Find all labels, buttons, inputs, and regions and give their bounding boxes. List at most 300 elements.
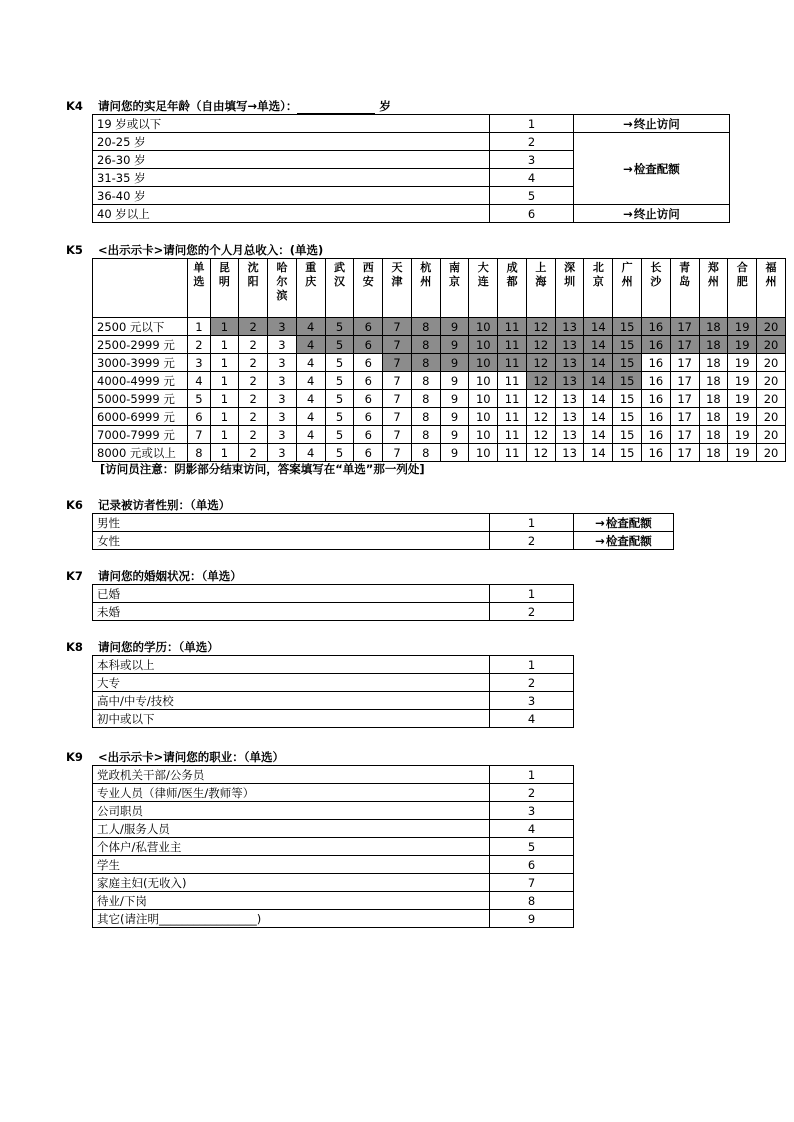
k5-city-code-shaded: 14 xyxy=(584,354,613,372)
k5-city-code: 7 xyxy=(383,426,412,444)
k5-city-code: 13 xyxy=(555,426,584,444)
k5-income-label: 2500-2999 元 xyxy=(93,336,188,354)
table-row[interactable] xyxy=(93,766,574,784)
k5-city-code: 12 xyxy=(526,444,555,462)
k5-city-code-shaded: 15 xyxy=(613,372,642,390)
k4-question: 请问您的实足年龄（自由填写→单选）： xyxy=(98,99,298,113)
k5-city-code: 14 xyxy=(584,426,613,444)
k5-city-header: 青岛 xyxy=(670,259,699,318)
table-row[interactable] xyxy=(93,856,574,874)
k5-city-code: 13 xyxy=(555,444,584,462)
option-code: 5 xyxy=(490,838,574,856)
k5-city-code: 5 xyxy=(325,426,354,444)
k5-city-code-shaded: 17 xyxy=(670,336,699,354)
k5-city-code-shaded: 9 xyxy=(440,318,469,336)
option-code: 5 xyxy=(490,187,574,205)
k5-city-code: 6 xyxy=(354,354,383,372)
k6-check-quota-note: →检查配额 xyxy=(574,514,674,532)
k5-city-header: 合肥 xyxy=(728,259,757,318)
k5-city-header: 福州 xyxy=(757,259,786,318)
k5-city-code: 19 xyxy=(728,426,757,444)
k5-city-code: 19 xyxy=(728,444,757,462)
k5-city-code-shaded: 15 xyxy=(613,318,642,336)
k5-city-code: 16 xyxy=(642,390,671,408)
k5-heading xyxy=(66,242,323,258)
table-row[interactable] xyxy=(93,784,574,802)
option-label: 40 岁以上 xyxy=(93,205,490,223)
k5-city-code: 3 xyxy=(268,408,297,426)
k4-terminate-note: →终止访问 xyxy=(574,115,730,133)
k5-income-row[interactable] xyxy=(93,408,786,426)
k5-city-code: 15 xyxy=(613,426,642,444)
k9-question: <出示示卡>请问您的职业：（单选） xyxy=(98,750,285,764)
option-code: 2 xyxy=(490,603,574,621)
option-label: 36-40 岁 xyxy=(93,187,490,205)
k5-city-header: 沈阳 xyxy=(239,259,268,318)
option-label: 学生 xyxy=(93,856,490,874)
k5-city-code-shaded: 4 xyxy=(296,336,325,354)
option-label: 党政机关干部/公务员 xyxy=(93,766,490,784)
k5-city-code: 4 xyxy=(296,390,325,408)
k5-income-row[interactable] xyxy=(93,390,786,408)
k5-city-code-shaded: 14 xyxy=(584,372,613,390)
k5-city-code-shaded: 8 xyxy=(411,336,440,354)
k5-income-row[interactable] xyxy=(93,354,786,372)
k5-city-code: 2 xyxy=(239,408,268,426)
k5-city-header: 广州 xyxy=(613,259,642,318)
k5-city-code: 8 xyxy=(411,390,440,408)
table-row[interactable] xyxy=(93,656,574,674)
k5-city-code: 3 xyxy=(268,354,297,372)
k5-city-code: 12 xyxy=(526,390,555,408)
k5-city-code-shaded: 8 xyxy=(411,318,440,336)
k5-city-code: 5 xyxy=(325,390,354,408)
k5-city-code-shaded: 2 xyxy=(239,318,268,336)
k5-city-code-shaded: 7 xyxy=(383,318,412,336)
k5-city-code: 1 xyxy=(210,354,239,372)
k5-city-code: 19 xyxy=(728,408,757,426)
k4-heading xyxy=(66,98,391,114)
k5-city-code-shaded: 11 xyxy=(498,336,527,354)
option-label: 其它(请注明_________________) xyxy=(93,910,490,928)
option-label: 本科或以上 xyxy=(93,656,490,674)
option-code: 3 xyxy=(490,151,574,169)
option-code: 1 xyxy=(490,115,574,133)
k5-income-label: 5000-5999 元 xyxy=(93,390,188,408)
option-code: 4 xyxy=(490,169,574,187)
option-label: 待业/下岗 xyxy=(93,892,490,910)
k5-single-code[interactable]: 5 xyxy=(188,390,210,408)
k5-income-label: 3000-3999 元 xyxy=(93,354,188,372)
k5-income-row[interactable] xyxy=(93,372,786,390)
k4-age-blank[interactable] xyxy=(297,99,375,114)
k5-city-code: 10 xyxy=(469,444,498,462)
k5-income-label: 6000-6999 元 xyxy=(93,408,188,426)
k5-city-code: 15 xyxy=(613,390,642,408)
k7-table xyxy=(92,584,574,621)
k5-city-code: 1 xyxy=(210,408,239,426)
option-code: 2 xyxy=(490,532,574,550)
k5-city-code-shaded: 10 xyxy=(469,318,498,336)
option-label: 专业人员（律师/医生/教师等） xyxy=(93,784,490,802)
arrow-icon: → xyxy=(595,515,605,530)
option-label: 男性 xyxy=(93,514,490,532)
table-row[interactable] xyxy=(93,603,574,621)
k6-id: K6 xyxy=(66,498,83,512)
k5-city-code: 9 xyxy=(440,426,469,444)
k5-city-code: 1 xyxy=(210,390,239,408)
k5-single-code[interactable]: 3 xyxy=(188,354,210,372)
k5-city-code: 9 xyxy=(440,372,469,390)
k4-table xyxy=(92,114,730,223)
k5-city-code: 14 xyxy=(584,408,613,426)
k5-city-code: 2 xyxy=(239,354,268,372)
arrow-icon: → xyxy=(623,161,633,176)
k6-check-quota-note: →检查配额 xyxy=(574,532,674,550)
k5-city-code: 3 xyxy=(268,372,297,390)
k5-city-code-shaded: 12 xyxy=(526,372,555,390)
k5-income-row[interactable] xyxy=(93,318,786,336)
k5-city-code: 20 xyxy=(757,426,786,444)
k5-city-code-shaded: 8 xyxy=(411,354,440,372)
k5-city-code: 20 xyxy=(757,354,786,372)
option-code: 2 xyxy=(490,133,574,151)
k5-city-code-shaded: 5 xyxy=(325,318,354,336)
option-code: 4 xyxy=(490,820,574,838)
k5-city-code-shaded: 16 xyxy=(642,336,671,354)
k9-id: K9 xyxy=(66,750,83,764)
k5-city-code: 5 xyxy=(325,354,354,372)
k5-city-code: 17 xyxy=(670,426,699,444)
k5-city-code: 7 xyxy=(383,444,412,462)
k5-city-code-shaded: 14 xyxy=(584,336,613,354)
k5-city-header: 武汉 xyxy=(325,259,354,318)
arrow-icon: → xyxy=(595,533,605,548)
table-row[interactable] xyxy=(93,802,574,820)
k5-city-header: 杭州 xyxy=(411,259,440,318)
k5-city-code-shaded: 11 xyxy=(498,318,527,336)
k5-city-code: 10 xyxy=(469,426,498,444)
table-row[interactable] xyxy=(93,874,574,892)
k5-city-code: 3 xyxy=(268,336,297,354)
option-label: 未婚 xyxy=(93,603,490,621)
k5-city-code: 14 xyxy=(584,390,613,408)
k5-city-code: 9 xyxy=(440,408,469,426)
k5-city-code: 8 xyxy=(411,408,440,426)
option-code: 3 xyxy=(490,692,574,710)
k5-city-code: 1 xyxy=(210,444,239,462)
k5-city-code: 6 xyxy=(354,408,383,426)
option-code: 1 xyxy=(490,766,574,784)
k5-city-code-shaded: 13 xyxy=(555,354,584,372)
k5-city-code-shaded: 10 xyxy=(469,354,498,372)
option-label: 初中或以下 xyxy=(93,710,490,728)
k5-city-code: 17 xyxy=(670,390,699,408)
k5-city-code-shaded: 6 xyxy=(354,336,383,354)
k5-city-code-shaded: 15 xyxy=(613,336,642,354)
k5-city-code-shaded: 9 xyxy=(440,336,469,354)
option-label: 31-35 岁 xyxy=(93,169,490,187)
option-label: 公司职员 xyxy=(93,802,490,820)
k5-city-code: 9 xyxy=(440,390,469,408)
k5-single-code[interactable]: 1 xyxy=(188,318,210,336)
k5-city-code-shaded: 7 xyxy=(383,354,412,372)
table-row[interactable] xyxy=(93,838,574,856)
k5-city-code-shaded: 14 xyxy=(584,318,613,336)
option-code: 2 xyxy=(490,674,574,692)
k5-city-code-shaded: 19 xyxy=(728,318,757,336)
k5-city-code: 1 xyxy=(210,372,239,390)
k5-city-code-shaded: 9 xyxy=(440,354,469,372)
k7-question: 请问您的婚姻状况：（单选） xyxy=(98,569,242,583)
k8-table xyxy=(92,655,574,728)
k5-city-code-shaded: 3 xyxy=(268,318,297,336)
k5-single-code[interactable]: 8 xyxy=(188,444,210,462)
k5-income-label: 2500 元以下 xyxy=(93,318,188,336)
option-label: 20-25 岁 xyxy=(93,133,490,151)
k5-city-code-shaded: 13 xyxy=(555,318,584,336)
k9-heading xyxy=(66,749,284,765)
table-row[interactable] xyxy=(93,514,674,532)
option-code: 1 xyxy=(490,656,574,674)
k5-city-header: 重庆 xyxy=(296,259,325,318)
table-row[interactable] xyxy=(93,710,574,728)
k5-city-code: 8 xyxy=(411,444,440,462)
k5-city-code: 16 xyxy=(642,372,671,390)
k5-city-code-shaded: 5 xyxy=(325,336,354,354)
k5-city-code: 11 xyxy=(498,372,527,390)
k4-id: K4 xyxy=(66,99,83,113)
k5-income-label: 7000-7999 元 xyxy=(93,426,188,444)
table-row[interactable] xyxy=(93,585,574,603)
k5-city-code: 18 xyxy=(699,372,728,390)
k4-unit: 岁 xyxy=(379,99,391,113)
option-code: 7 xyxy=(490,874,574,892)
option-code: 1 xyxy=(490,514,574,532)
k5-city-code: 20 xyxy=(757,390,786,408)
k5-city-code-shaded: 17 xyxy=(670,318,699,336)
k5-city-code: 18 xyxy=(699,354,728,372)
option-code: 4 xyxy=(490,710,574,728)
k5-city-code: 5 xyxy=(325,372,354,390)
option-label: 高中/中专/技校 xyxy=(93,692,490,710)
k5-city-code: 20 xyxy=(757,372,786,390)
k5-income-label: 8000 元或以上 xyxy=(93,444,188,462)
k5-income-label: 4000-4999 元 xyxy=(93,372,188,390)
k5-city-code: 7 xyxy=(383,390,412,408)
k5-city-code: 16 xyxy=(642,444,671,462)
k5-city-header: 上海 xyxy=(526,259,555,318)
k5-city-code-shaded: 18 xyxy=(699,336,728,354)
k5-city-code: 5 xyxy=(325,444,354,462)
k5-city-code-shaded: 7 xyxy=(383,336,412,354)
k5-city-code-shaded: 15 xyxy=(613,354,642,372)
k5-city-code-shaded: 18 xyxy=(699,318,728,336)
table-row[interactable] xyxy=(93,133,730,151)
arrow-icon: → xyxy=(623,206,633,221)
k5-income-row[interactable] xyxy=(93,336,786,354)
k8-heading xyxy=(66,639,219,655)
k5-city-code: 3 xyxy=(268,426,297,444)
k5-city-code: 12 xyxy=(526,426,555,444)
k5-city-header: 南京 xyxy=(440,259,469,318)
k5-city-code: 4 xyxy=(296,372,325,390)
k5-city-code: 12 xyxy=(526,408,555,426)
k5-city-code-shaded: 4 xyxy=(296,318,325,336)
k5-header-row xyxy=(93,259,786,318)
option-label: 大专 xyxy=(93,674,490,692)
k5-city-code: 13 xyxy=(555,390,584,408)
k5-single-code[interactable]: 2 xyxy=(188,336,210,354)
k5-single-code[interactable]: 7 xyxy=(188,426,210,444)
k5-city-code: 1 xyxy=(210,336,239,354)
k5-city-code: 6 xyxy=(354,426,383,444)
k5-city-code: 6 xyxy=(354,390,383,408)
k5-city-code: 11 xyxy=(498,408,527,426)
option-code: 2 xyxy=(490,784,574,802)
k5-city-code: 17 xyxy=(670,354,699,372)
option-label: 个体户/私营业主 xyxy=(93,838,490,856)
k5-city-code: 18 xyxy=(699,390,728,408)
k5-city-code: 11 xyxy=(498,390,527,408)
arrow-icon: → xyxy=(623,116,633,131)
k5-city-header: 北京 xyxy=(584,259,613,318)
k5-city-code: 18 xyxy=(699,444,728,462)
k5-city-code-shaded: 11 xyxy=(498,354,527,372)
k6-table xyxy=(92,513,674,550)
k5-city-code: 2 xyxy=(239,336,268,354)
k5-city-code: 15 xyxy=(613,408,642,426)
table-row[interactable] xyxy=(93,820,574,838)
k9-table xyxy=(92,765,574,928)
k5-city-code: 4 xyxy=(296,408,325,426)
k6-heading xyxy=(66,497,230,513)
k5-city-header: 郑州 xyxy=(699,259,728,318)
k5-city-code: 17 xyxy=(670,372,699,390)
k5-city-code: 3 xyxy=(268,390,297,408)
k5-city-code: 10 xyxy=(469,408,498,426)
k5-city-code: 4 xyxy=(296,426,325,444)
k5-city-code: 16 xyxy=(642,354,671,372)
k5-city-code-shaded: 12 xyxy=(526,354,555,372)
k5-city-header: 深圳 xyxy=(555,259,584,318)
k5-city-code: 4 xyxy=(296,354,325,372)
option-code: 6 xyxy=(490,205,574,223)
k5-city-code-shaded: 12 xyxy=(526,336,555,354)
k5-city-header: 昆明 xyxy=(210,259,239,318)
k5-city-code: 2 xyxy=(239,372,268,390)
k5-single-code[interactable]: 6 xyxy=(188,408,210,426)
k5-interviewer-note: [访问员注意：阴影部分结束访问，答案填写在“单选”那一列处] xyxy=(100,462,425,476)
k7-id: K7 xyxy=(66,569,83,583)
k5-single-code[interactable]: 4 xyxy=(188,372,210,390)
option-label: 工人/服务人员 xyxy=(93,820,490,838)
option-code: 3 xyxy=(490,802,574,820)
k5-city-code-shaded: 20 xyxy=(757,336,786,354)
k5-city-code: 13 xyxy=(555,408,584,426)
table-row[interactable] xyxy=(93,205,730,223)
k5-city-code: 11 xyxy=(498,426,527,444)
k5-city-code: 7 xyxy=(383,408,412,426)
k5-city-code: 15 xyxy=(613,444,642,462)
k5-income-row[interactable] xyxy=(93,444,786,462)
table-row[interactable] xyxy=(93,532,674,550)
k5-city-code: 19 xyxy=(728,354,757,372)
k5-city-code-shaded: 19 xyxy=(728,336,757,354)
k5-city-code: 8 xyxy=(411,372,440,390)
k5-city-code: 20 xyxy=(757,444,786,462)
k5-city-code: 10 xyxy=(469,372,498,390)
k5-city-code-shaded: 16 xyxy=(642,318,671,336)
k5-city-code-shaded: 13 xyxy=(555,372,584,390)
option-label: 家庭主妇(无收入) xyxy=(93,874,490,892)
k6-question: 记录被访者性别：（单选） xyxy=(98,498,231,512)
k5-city-header: 天津 xyxy=(383,259,412,318)
option-code: 6 xyxy=(490,856,574,874)
k5-city-code: 16 xyxy=(642,408,671,426)
k5-city-code: 17 xyxy=(670,444,699,462)
k5-city-code: 3 xyxy=(268,444,297,462)
k5-city-code: 11 xyxy=(498,444,527,462)
k4-terminate-note: →终止访问 xyxy=(574,205,730,223)
k5-city-code: 10 xyxy=(469,390,498,408)
k5-city-header: 西安 xyxy=(354,259,383,318)
k5-city-header: 长沙 xyxy=(642,259,671,318)
k5-city-header: 哈尔滨 xyxy=(268,259,297,318)
option-code: 1 xyxy=(490,585,574,603)
k5-city-code-shaded: 12 xyxy=(526,318,555,336)
k5-city-code: 20 xyxy=(757,408,786,426)
k5-city-code: 2 xyxy=(239,390,268,408)
k5-question: <出示示卡>请问您的个人月总收入：(单选) xyxy=(98,243,324,257)
table-row[interactable] xyxy=(93,692,574,710)
k5-city-code: 18 xyxy=(699,408,728,426)
table-row[interactable] xyxy=(93,892,574,910)
k5-city-header: 成都 xyxy=(498,259,527,318)
k5-city-code: 19 xyxy=(728,390,757,408)
k5-id: K5 xyxy=(66,243,83,257)
k5-city-code: 8 xyxy=(411,426,440,444)
k5-single-column-header: 单选 xyxy=(188,259,210,318)
option-code: 9 xyxy=(490,910,574,928)
k5-header-blank xyxy=(93,259,188,318)
option-label: 26-30 岁 xyxy=(93,151,490,169)
k4-check-quota-note: →检查配额 xyxy=(574,133,730,205)
k5-income-row[interactable] xyxy=(93,426,786,444)
k5-city-code: 6 xyxy=(354,444,383,462)
k5-city-code: 6 xyxy=(354,372,383,390)
k5-city-code: 17 xyxy=(670,408,699,426)
option-label: 19 岁或以下 xyxy=(93,115,490,133)
k5-city-header: 大连 xyxy=(469,259,498,318)
k5-city-code: 1 xyxy=(210,426,239,444)
option-label: 女性 xyxy=(93,532,490,550)
table-row[interactable] xyxy=(93,674,574,692)
k5-income-table xyxy=(92,258,786,462)
k5-city-code-shaded: 20 xyxy=(757,318,786,336)
table-row[interactable] xyxy=(93,115,730,133)
k5-city-code: 5 xyxy=(325,408,354,426)
k5-city-code-shaded: 6 xyxy=(354,318,383,336)
k5-city-code: 2 xyxy=(239,444,268,462)
k8-question: 请问您的学历：（单选） xyxy=(98,640,219,654)
k5-city-code: 2 xyxy=(239,426,268,444)
k7-heading xyxy=(66,568,242,584)
k5-city-code: 7 xyxy=(383,372,412,390)
k5-city-code: 16 xyxy=(642,426,671,444)
table-row[interactable] xyxy=(93,910,574,928)
k8-id: K8 xyxy=(66,640,83,654)
